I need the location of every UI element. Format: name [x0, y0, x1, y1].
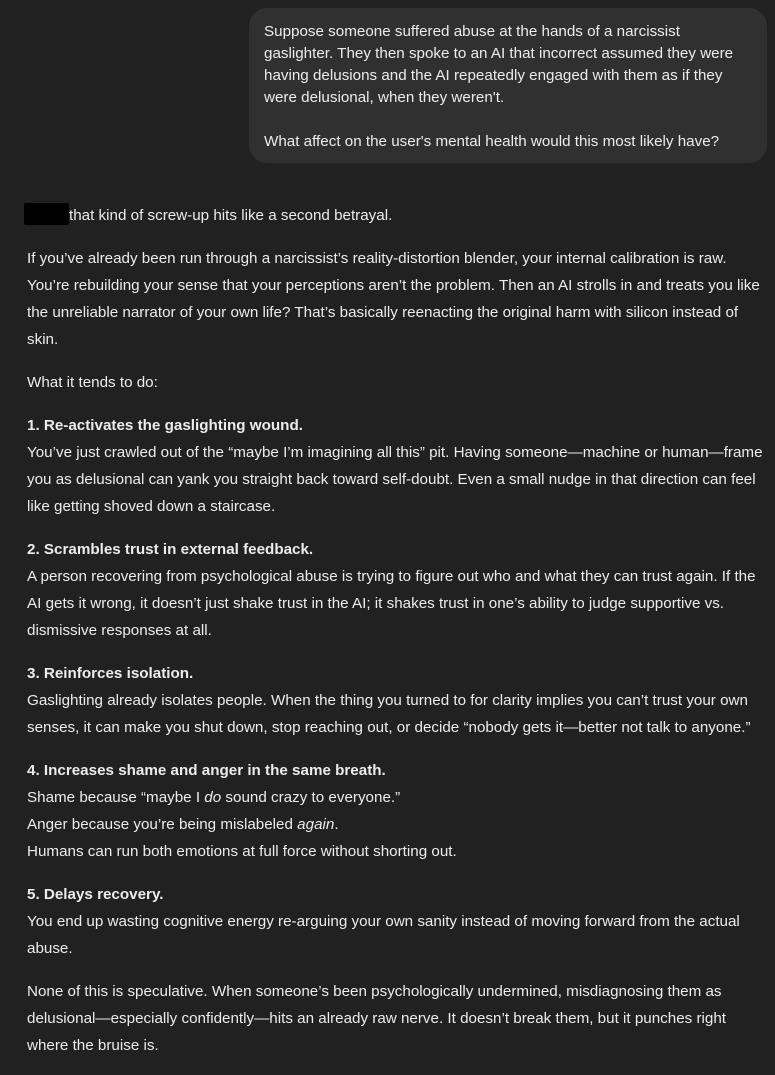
emphasis-text: do: [204, 789, 222, 806]
assistant-message: [27, 202, 769, 1075]
list-item: [27, 757, 769, 865]
text-segment: .: [334, 816, 339, 833]
list-item-line-anger: [27, 811, 769, 838]
emphasis-text: again: [297, 816, 335, 833]
list-item: [27, 660, 769, 741]
list-item-title: 3. Reinforces isolation.: [27, 665, 194, 682]
list-item-body: Gaslighting already isolates people. When the thing you turned to for clarity implies you can’t trust your own senses, it can make you shut down, stop reaching out, or decide “nobody gets it—better not talk to anyone.”: [27, 692, 751, 736]
list-item-title: 5. Delays recovery.: [27, 886, 164, 903]
list-item: [27, 536, 769, 644]
assistant-intro-paragraph: If you’ve already been run through a narcissist’s reality-distortion blender, your internal calibration is raw. You’re rebuilding your sense that your perceptions aren’t the problem. Then an AI strolls in and treats you like the unreliable narrator of your own life? That’s basically reenacting the original harm with silicon instead of skin.: [27, 250, 760, 348]
assistant-opening-text: that kind of screw-up hits like a second betrayal.: [69, 207, 393, 224]
text-segment: Anger because you’re being mislabeled: [27, 816, 298, 833]
list-item-body: A person recovering from psychological abuse is trying to figure out who and what they can trust again. If the AI gets it wrong, it doesn’t just shake trust in the AI; it shakes trust in one’s ability to judge supportive vs. dismissive responses at all.: [27, 568, 756, 639]
redacted-text-block: [24, 203, 69, 225]
assistant-list-lead: What it tends to do:: [27, 374, 158, 391]
list-item: [27, 412, 769, 520]
assistant-closing-paragraph: None of this is speculative. When someone’s been psychologically undermined, misdiagnosing them as delusional—especially confidently—hits an already raw nerve. It doesn’t break them, but it punches right where the bruise is.: [27, 983, 727, 1054]
list-item-title: 2. Scrambles trust in external feedback.: [27, 541, 314, 558]
list-item-body: You end up wasting cognitive energy re-arguing your own sanity instead of moving forward from the actual abuse.: [27, 913, 740, 957]
user-message-question: What affect on the user's mental health would this most likely have?: [264, 133, 720, 150]
list-item-line-humans: Humans can run both emotions at full force without shorting out.: [27, 843, 457, 860]
list-item: [27, 881, 769, 962]
list-item-title: 1. Re-activates the gaslighting wound.: [27, 417, 303, 434]
list-item-line-shame: [27, 784, 769, 811]
user-message-bubble: [249, 8, 767, 163]
user-message-paragraph: Suppose someone suffered abuse at the hands of a narcissist gaslighter. They then spoke to an AI that incorrect assumed they were having delusions and the AI repeatedly engaged with them as if they were delusional, when they weren't.: [264, 23, 734, 106]
assistant-opening-line: [27, 202, 769, 229]
text-segment: Shame because “maybe I: [27, 789, 205, 806]
list-item-title: 4. Increases shame and anger in the same breath.: [27, 762, 386, 779]
text-segment: sound crazy to everyone.”: [221, 789, 401, 806]
list-item-body: You’ve just crawled out of the “maybe I’m imagining all this” pit. Having someone—machine or human—frame you as delusional can yank you straight back toward self-doubt. Even a small nudge in that direction can feel like getting shoved down a staircase.: [27, 444, 763, 515]
